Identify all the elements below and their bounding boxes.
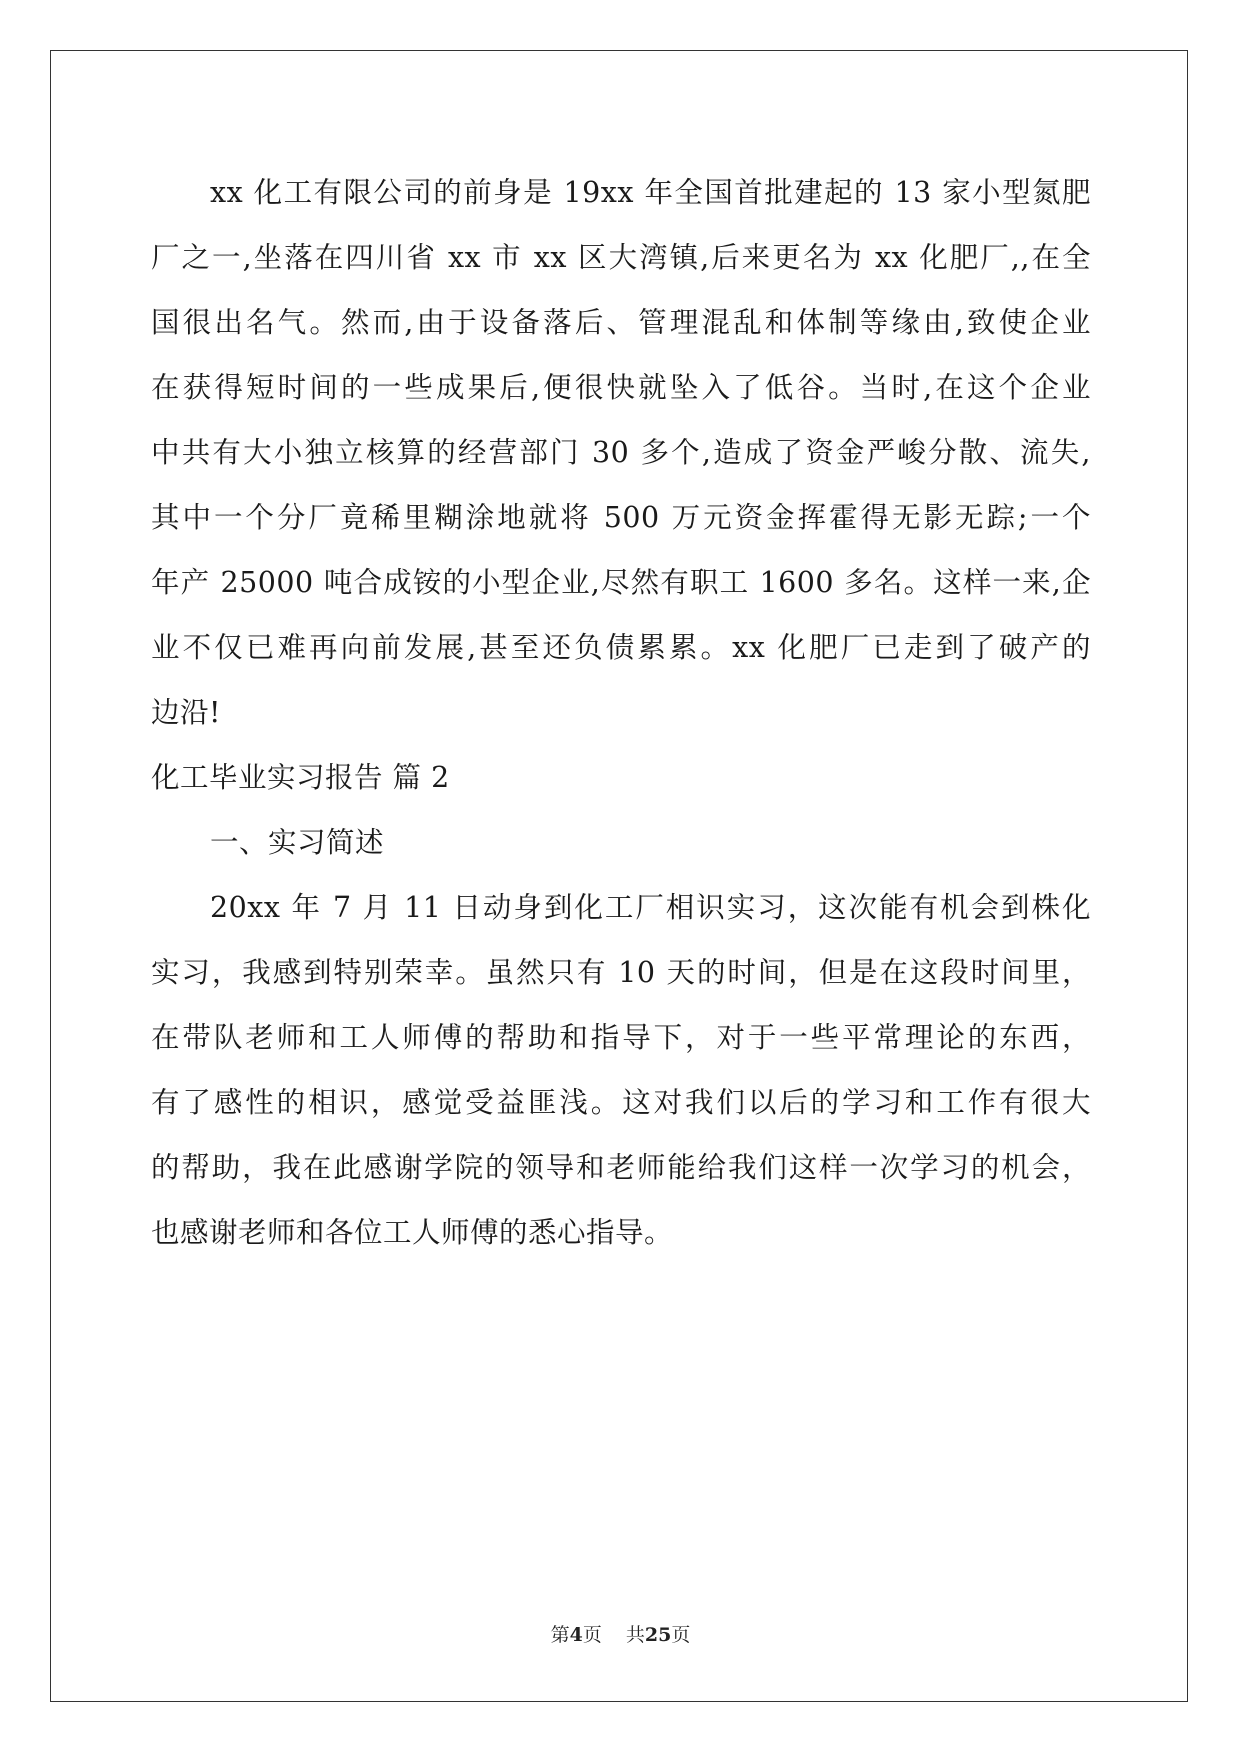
text-line: 年产 25000 吨合成铵的小型企业,尽然有职工 1600 多名。这样一来,企 — [151, 566, 1091, 599]
paragraph-internship-summary — [151, 875, 1091, 1265]
footer-page-unit: 页 — [582, 1624, 602, 1646]
footer-total-prefix: 共 — [625, 1624, 645, 1646]
footer-total-unit: 页 — [671, 1624, 691, 1646]
section-title: 化工毕业实习报告 篇 2 — [151, 761, 450, 794]
text-line: 20xx 年 7 月 11 日动身到化工厂相识实习，这次能有机会到株化 — [210, 891, 1091, 924]
text-line: 也感谢老师和各位工人师傅的悉心指导。 — [151, 1216, 674, 1249]
text-line: 在带队老师和工人师傅的帮助和指导下，对于一些平常理论的东西， — [151, 1021, 1091, 1054]
text-line: 国很出名气。然而,由于设备落后、管理混乱和体制等缘由,致使企业 — [151, 306, 1091, 339]
total-page-count: 25 — [644, 1624, 672, 1646]
current-page-number: 4 — [569, 1624, 583, 1646]
paragraph-company-history — [151, 160, 1091, 745]
subsection-title: 一、实习简述 — [210, 826, 385, 859]
text-line: 在获得短时间的一些成果后,便很快就坠入了低谷。当时,在这个企业 — [151, 371, 1091, 404]
document-body — [151, 160, 1091, 1265]
text-line: 的帮助，我在此感谢学院的领导和老师能给我们这样一次学习的机会， — [151, 1151, 1091, 1184]
page-footer — [0, 1620, 1241, 1647]
text-line: 边沿! — [151, 696, 221, 729]
text-line: 其中一个分厂竟稀里糊涂地就将 500 万元资金挥霍得无影无踪;一个 — [151, 501, 1091, 534]
text-line: 厂之一,坐落在四川省 xx 市 xx 区大湾镇,后来更名为 xx 化肥厂,,在全 — [151, 241, 1091, 274]
text-line: xx 化工有限公司的前身是 19xx 年全国首批建起的 13 家小型氮肥 — [210, 176, 1091, 209]
footer-prefix: 第 — [550, 1624, 570, 1646]
text-line: 业不仅已难再向前发展,甚至还负债累累。xx 化肥厂已走到了破产的 — [151, 631, 1091, 664]
text-line: 实习，我感到特别荣幸。虽然只有 10 天的时间，但是在这段时间里， — [151, 956, 1091, 989]
text-line: 中共有大小独立核算的经营部门 30 多个,造成了资金严峻分散、流失, — [151, 436, 1091, 469]
text-line: 有了感性的相识，感觉受益匪浅。这对我们以后的学习和工作有很大 — [151, 1086, 1091, 1119]
